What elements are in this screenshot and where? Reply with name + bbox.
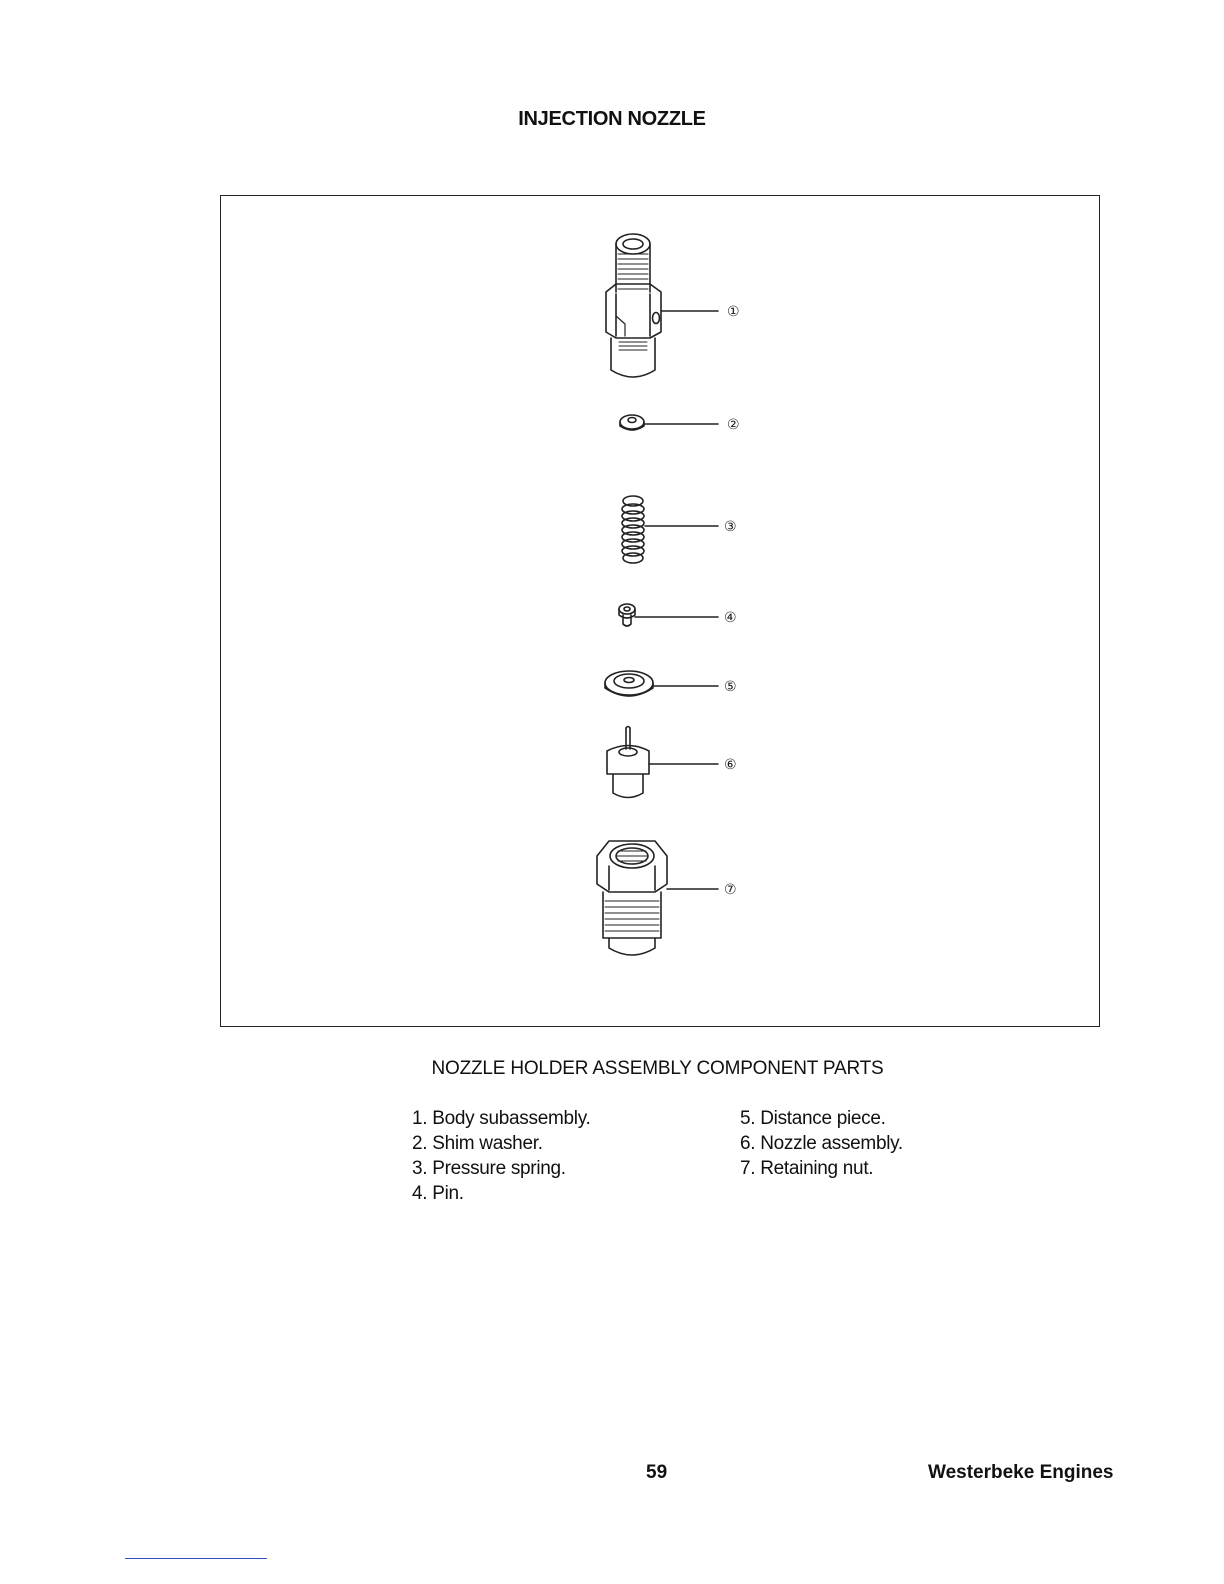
callout-5: ⑤ [724, 679, 737, 695]
parts-list-item: 5. Distance piece. [740, 1108, 886, 1129]
figure-caption: NOZZLE HOLDER ASSEMBLY COMPONENT PARTS [431, 1058, 884, 1079]
callout-6: ⑥ [724, 757, 737, 773]
part-7-retaining-nut-drawing [597, 841, 718, 955]
parts-list-left [412, 1106, 590, 1206]
parts-list-item: 4. Pin. [412, 1183, 464, 1204]
footer-brand: Westerbeke Engines [928, 1462, 1114, 1483]
parts-list-item: 1. Body subassembly. [412, 1108, 591, 1129]
callout-7: ⑦ [724, 882, 737, 898]
part-6-nozzle-assembly-drawing [607, 727, 718, 798]
page-title: INJECTION NOZZLE [518, 108, 706, 130]
callout-4: ④ [724, 610, 737, 626]
part-4-pin-drawing [619, 604, 718, 626]
link-underline [125, 1558, 267, 1559]
exploded-view-figure [220, 195, 1100, 1027]
parts-list-right [740, 1106, 903, 1181]
parts-list-item: 2. Shim washer. [412, 1133, 543, 1154]
parts-list-item: 3. Pressure spring. [412, 1158, 566, 1179]
callout-2: ② [727, 417, 740, 433]
callout-1: ① [727, 304, 740, 320]
part-2-shim-washer-drawing [620, 415, 718, 430]
part-5-distance-piece-drawing [605, 671, 718, 696]
callout-3: ③ [724, 519, 737, 535]
part-1-body-subassembly-drawing [606, 234, 718, 377]
parts-list-item: 7. Retaining nut. [740, 1158, 874, 1179]
page-number: 59 [646, 1462, 668, 1483]
parts-list-item: 6. Nozzle assembly. [740, 1133, 903, 1154]
nozzle-parts-diagram [221, 196, 1101, 1028]
part-3-pressure-spring-drawing [622, 496, 718, 563]
